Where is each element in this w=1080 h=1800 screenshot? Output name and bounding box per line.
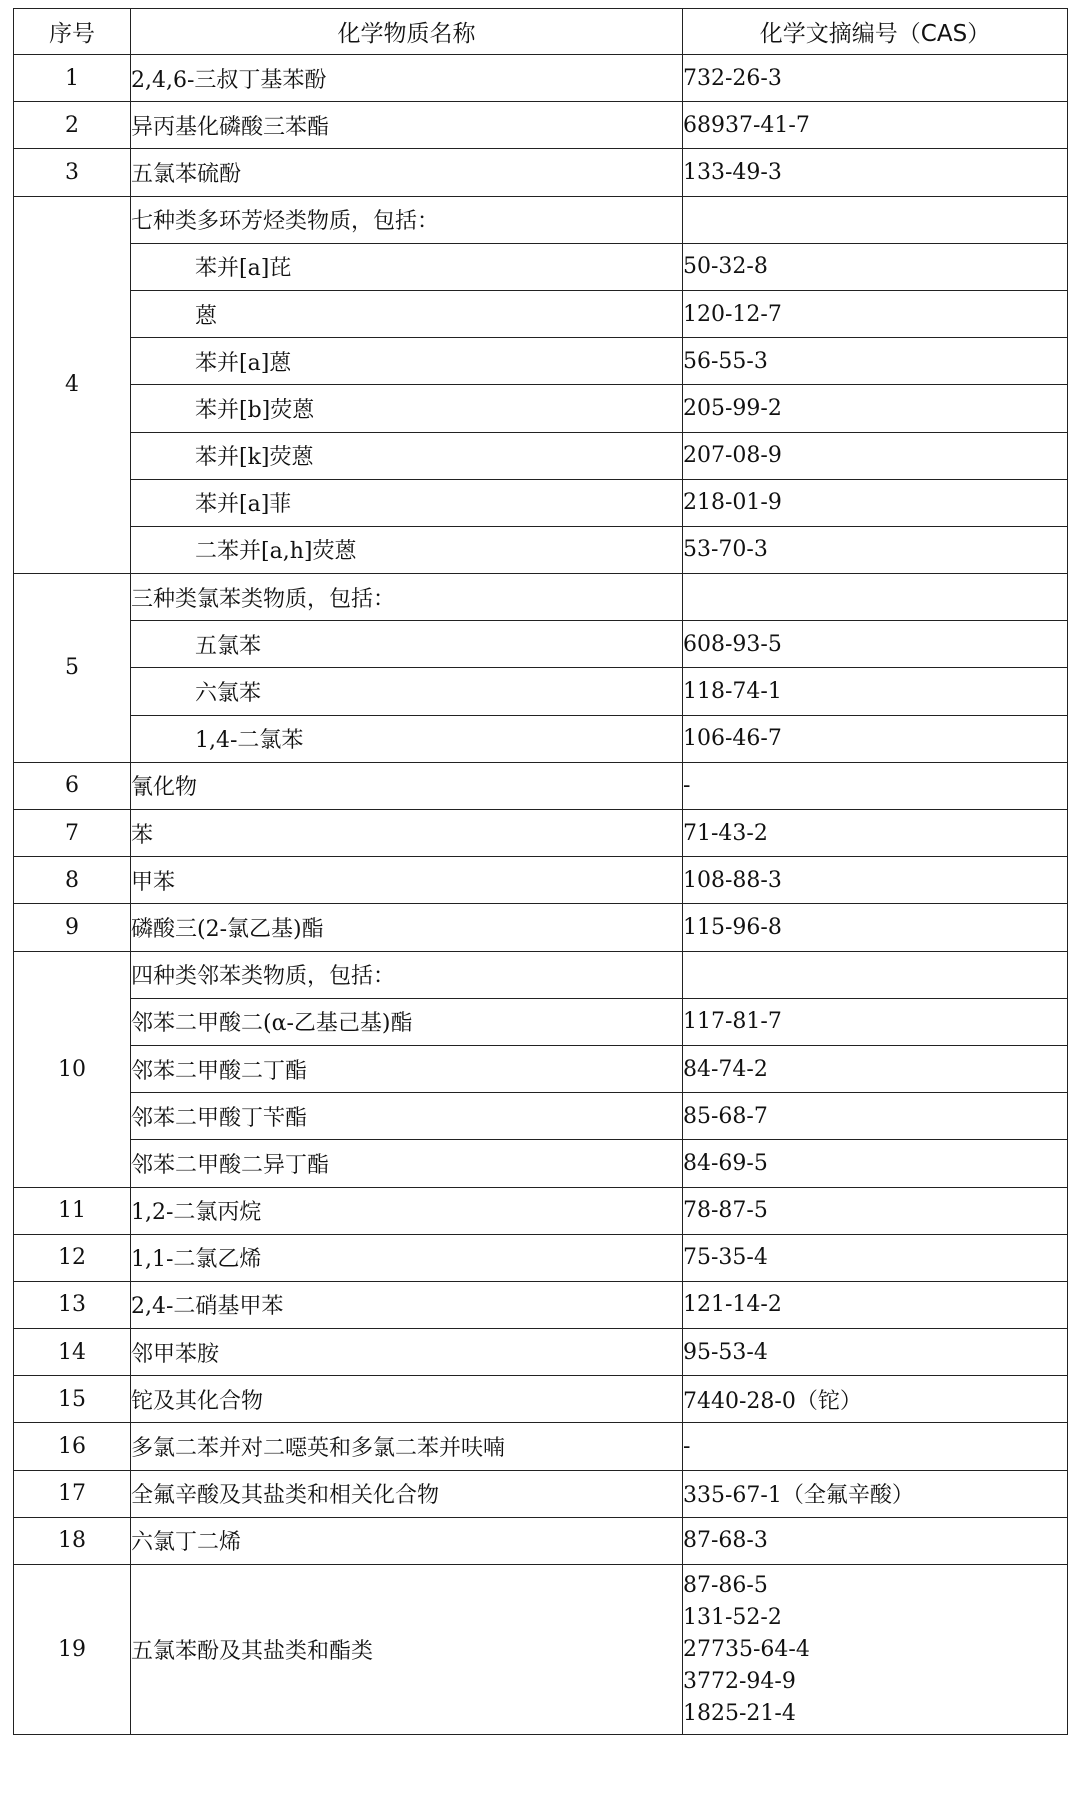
cas-number: 71-43-2	[683, 810, 1068, 857]
cas-number: 78-87-5	[683, 1187, 1068, 1234]
chemical-name: 全氟辛酸及其盐类和相关化合物	[131, 1470, 683, 1517]
chemical-name: 磷酸三(2-氯乙基)酯	[131, 904, 683, 951]
header-name: 化学物质名称	[131, 9, 683, 55]
table-row	[14, 1376, 1068, 1423]
chemical-name: 氰化物	[131, 762, 683, 809]
cas-number: -	[683, 762, 1068, 809]
chemical-name: 五氯苯硫酚	[131, 149, 683, 196]
cas-number: 84-69-5	[683, 1140, 1068, 1187]
cas-number: 218-01-9	[683, 479, 1068, 526]
chemical-name: 苯	[131, 810, 683, 857]
chemical-name: 四种类邻苯类物质，包括：	[131, 951, 683, 998]
cas-number: 608-93-5	[683, 621, 1068, 668]
chemical-name: 苯并[a]菲	[131, 479, 683, 526]
chemical-name: 苯并[a]蒽	[131, 338, 683, 385]
cas-number: 133-49-3	[683, 149, 1068, 196]
row-number: 7	[14, 810, 131, 857]
cas-number: 27735-64-4	[683, 1636, 810, 1662]
chemical-name: 邻苯二甲酸二异丁酯	[131, 1140, 683, 1187]
cas-number: 87-86-5	[683, 1572, 768, 1598]
table-row	[14, 998, 1068, 1045]
chemical-name: 1,4-二氯苯	[131, 715, 683, 762]
cas-number: 7440-28-0（铊）	[683, 1376, 1068, 1423]
cas-number: 335-67-1（全氟辛酸）	[683, 1470, 1068, 1517]
table-row	[14, 55, 1068, 102]
chemical-name: 五氯苯	[131, 621, 683, 668]
row-number: 13	[14, 1281, 131, 1328]
cas-number: 85-68-7	[683, 1093, 1068, 1140]
cas-number	[683, 196, 1068, 243]
table-row	[14, 1234, 1068, 1281]
table-row	[14, 432, 1068, 479]
table-row	[14, 1423, 1068, 1470]
table-row	[14, 1329, 1068, 1376]
cas-number: 53-70-3	[683, 526, 1068, 573]
cas-number: 75-35-4	[683, 1234, 1068, 1281]
cas-number-list	[683, 1565, 1068, 1735]
chemical-name: 邻苯二甲酸二(α-乙基己基)酯	[131, 998, 683, 1045]
cas-number: 108-88-3	[683, 857, 1068, 904]
cas-number: 87-68-3	[683, 1517, 1068, 1564]
table-row	[14, 574, 1068, 621]
table-row	[14, 1470, 1068, 1517]
table-row	[14, 668, 1068, 715]
chemical-name: 多氯二苯并对二噁英和多氯二苯并呋喃	[131, 1423, 683, 1470]
header-no: 序号	[14, 9, 131, 55]
table-row	[14, 951, 1068, 998]
row-number: 14	[14, 1329, 131, 1376]
cas-number: 131-52-2	[683, 1604, 782, 1630]
cas-number	[683, 574, 1068, 621]
table-row	[14, 1187, 1068, 1234]
chemical-table	[13, 8, 1068, 1735]
row-number: 5	[14, 574, 131, 763]
chemical-name: 2,4-二硝基甲苯	[131, 1281, 683, 1328]
row-number: 1	[14, 55, 131, 102]
table-row	[14, 1140, 1068, 1187]
cas-number: 121-14-2	[683, 1281, 1068, 1328]
chemical-list-sheet	[13, 8, 1067, 1735]
chemical-name: 七种类多环芳烃类物质，包括：	[131, 196, 683, 243]
row-number: 10	[14, 951, 131, 1187]
table-row	[14, 904, 1068, 951]
row-number: 12	[14, 1234, 131, 1281]
cas-number: 50-32-8	[683, 243, 1068, 290]
table-row	[14, 1093, 1068, 1140]
table-row	[14, 810, 1068, 857]
cas-number: 118-74-1	[683, 668, 1068, 715]
table-row	[14, 243, 1068, 290]
table-row	[14, 857, 1068, 904]
chemical-name: 1,2-二氯丙烷	[131, 1187, 683, 1234]
chemical-name: 三种类氯苯类物质，包括：	[131, 574, 683, 621]
cas-number: 732-26-3	[683, 55, 1068, 102]
row-number: 9	[14, 904, 131, 951]
cas-number: 68937-41-7	[683, 102, 1068, 149]
table-header-row	[14, 9, 1068, 55]
row-number: 16	[14, 1423, 131, 1470]
table-row	[14, 1565, 1068, 1735]
chemical-name: 苯并[a]芘	[131, 243, 683, 290]
table-body	[14, 55, 1068, 1735]
cas-number	[683, 951, 1068, 998]
table-row	[14, 1517, 1068, 1564]
cas-number: 106-46-7	[683, 715, 1068, 762]
chemical-name: 二苯并[a,h]荧蒽	[131, 526, 683, 573]
table-row	[14, 102, 1068, 149]
row-number: 19	[14, 1565, 131, 1735]
table-row	[14, 290, 1068, 337]
table-row	[14, 149, 1068, 196]
table-row	[14, 479, 1068, 526]
cas-number: 205-99-2	[683, 385, 1068, 432]
table-row	[14, 715, 1068, 762]
cas-number: 56-55-3	[683, 338, 1068, 385]
table-row	[14, 1045, 1068, 1092]
cas-number: 1825-21-4	[683, 1700, 796, 1726]
table-row	[14, 385, 1068, 432]
chemical-name: 苯并[b]荧蒽	[131, 385, 683, 432]
cas-number: -	[683, 1423, 1068, 1470]
row-number: 11	[14, 1187, 131, 1234]
chemical-name: 五氯苯酚及其盐类和酯类	[131, 1565, 683, 1735]
cas-number: 84-74-2	[683, 1045, 1068, 1092]
table-row	[14, 1281, 1068, 1328]
table-row	[14, 621, 1068, 668]
chemical-name: 甲苯	[131, 857, 683, 904]
chemical-name: 六氯苯	[131, 668, 683, 715]
row-number: 18	[14, 1517, 131, 1564]
cas-number: 115-96-8	[683, 904, 1068, 951]
chemical-name: 邻苯二甲酸丁苄酯	[131, 1093, 683, 1140]
cas-number: 3772-94-9	[683, 1668, 796, 1694]
chemical-name: 六氯丁二烯	[131, 1517, 683, 1564]
row-number: 2	[14, 102, 131, 149]
chemical-name: 铊及其化合物	[131, 1376, 683, 1423]
chemical-name: 蒽	[131, 290, 683, 337]
row-number: 17	[14, 1470, 131, 1517]
header-cas: 化学文摘编号（CAS）	[683, 9, 1068, 55]
row-number: 6	[14, 762, 131, 809]
chemical-name: 苯并[k]荧蒽	[131, 432, 683, 479]
chemical-name: 异丙基化磷酸三苯酯	[131, 102, 683, 149]
chemical-name: 邻苯二甲酸二丁酯	[131, 1045, 683, 1092]
row-number: 3	[14, 149, 131, 196]
chemical-name: 邻甲苯胺	[131, 1329, 683, 1376]
chemical-name: 1,1-二氯乙烯	[131, 1234, 683, 1281]
table-row	[14, 526, 1068, 573]
chemical-name: 2,4,6-三叔丁基苯酚	[131, 55, 683, 102]
cas-number: 95-53-4	[683, 1329, 1068, 1376]
table-row	[14, 762, 1068, 809]
row-number: 8	[14, 857, 131, 904]
cas-number: 117-81-7	[683, 998, 1068, 1045]
row-number: 4	[14, 196, 131, 574]
table-row	[14, 338, 1068, 385]
cas-number: 120-12-7	[683, 290, 1068, 337]
table-row	[14, 196, 1068, 243]
row-number: 15	[14, 1376, 131, 1423]
cas-number: 207-08-9	[683, 432, 1068, 479]
